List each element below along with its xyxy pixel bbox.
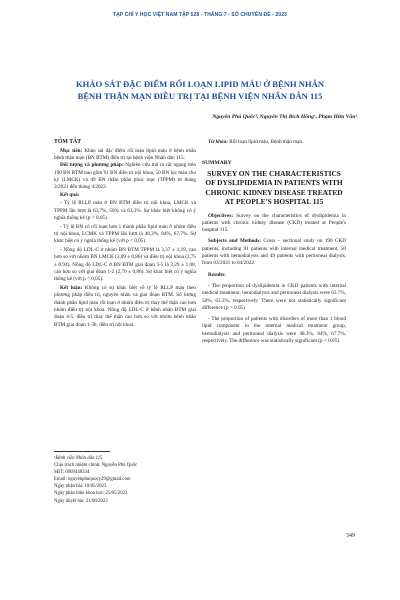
vi-abstract-heading: TÓM TẮT [54,139,82,145]
en-results-label-line [202,272,346,279]
vi-methods [54,162,196,191]
vi-methods-label: Đối tượng và phương pháp: [60,162,124,169]
en-result-1: - The proportion of dyslipidemia in CKD patients with internal medical treatment, hemodialysis and peritoneal dialysis were 63.7%, 50%, 63.3%, respectively. There were not statistically significant difference (p > 0.05). [202,282,346,311]
en-result-2: - The proportion of patients with disorders of more than 1 blood lipid component in the internal medical treatment group, hemodialysis and peritoneal dialysis were 48.3%, 84%, 67.7%, respectively. The difference was statistically significant (p < 0.05). [202,316,346,345]
vi-keywords-label: Từ khóa: [208,139,228,145]
vi-conclusion [54,285,196,329]
en-methods-text: Cross – sectional study on 190 CKD patients, including 91 patients with internal medical treatment, 50 patients with hemodialysis and 49 patients with peritoneal dialysis, from 03/2021 to 04/2022. [202,238,347,267]
vi-results-label: Kết quả: [60,191,80,198]
en-objectives-label: Objectives: [208,212,234,219]
vi-objective-text: Khảo sát đặc điểm rối loạn lipid máu ở bệnh nhân bệnh thận mạn (BN BTM) điều trị tại bệnh viện Nhân dân 115. [54,147,197,162]
en-objectives-text: Survey on the characteristics of dyslipidemia in patients with chronic kidney disease (CKD) treated at People's hospital 115. [202,212,346,234]
footnote-received: Ngày nhận bài: 10/05/2023 [54,484,107,490]
vi-methods-text: Nghiên cứu mô tả cắt ngang trên 190 BN BTM bao gồm 91 BN điều trị nội khoa, 50 BN lọc máu chu kỳ (LMCK) và 49 BN thẩm phân phúc mạc (TPPM) từ tháng 3/2021 đến tháng 4/2022. [54,162,197,191]
english-summary [202,139,346,349]
footnote-phone: SĐT: 0909448334 [54,470,90,476]
footnote-email: Email: nguyenphuquocy29@gmail.com [54,477,131,483]
footnote-affiliation: ¹Bệnh viện Nhân dân 115 [54,456,103,461]
en-methods-label: Subjects and Methods: [208,238,261,245]
authors: Nguyễn Phú Quốc¹, Nguyễn Thị Bích Hồng¹, Phạm Hữu Văn¹ [212,114,357,120]
en-objectives [202,213,346,235]
vi-objective [54,148,196,163]
journal-header: TẠP CHÍ Y HỌC VIỆT NAM TẬP 528 - THÁNG 7 - SỐ CHUYÊN ĐỀ - 2023 [113,12,287,18]
vi-result-2: - Tỷ lệ BN có rối loạn hơn 1 thành phần lipid máu ở nhóm điều trị nội khoa, LCMK và TPPM lần lượt là 48,3%, 84%, 67,7%. Sự khác biệt có ý nghĩa thống kê (với p < 0,05). [54,223,196,245]
footnote-reviewed: Ngày phản biện khoa học: 25/05/2023 [54,491,128,497]
vi-conclusion-label: Kết luận: [60,285,83,292]
vi-result-3: - Nồng độ LDL-C ở nhóm BN BTM TPPM là 3,37 ± 1,19, cao hơn so với nhóm BN LMCK (3,09 ± 0,86) và điều trị nội khoa (2,75 ± 0,94). Nồng độ LDL-C ở BN BTM giai đoạn 3-5 là 3,29 ± 1,08, cao hơn so với giai đoạn 1-2 (2,70 ± 0,86). Sự khác biệt có ý nghĩa thống kê (với p < 0,05). [54,247,196,283]
footnote-corresponding: Chịu trách nhiệm chính: Nguyễn Phú Quốc [54,463,138,469]
en-summary-heading: SUMMARY [202,160,232,167]
en-title: SURVEY ON THE CHARACTERISTICS OF DYSLIPIDEMIA IN PATIENTS WITH CHRONIC KIDNEY DISEASE TREATED AT PEOPLE'S HOSPITAL 115 [205,168,343,207]
footnote [54,451,196,505]
title-line-1: KHẢO SÁT ĐẶC ĐIỂM RỐI LOẠN LIPID MÁU Ở BỆNH NHÂN [75,79,325,89]
vi-result-1: - Tỷ lệ RLLP máu ở BN BTM điều trị nội khoa, LMCK và TPPM lần lượt là 63,7%, 50% và 63,3%. Sự khác biệt không có ý nghĩa thống kê (p > 0,05). [54,200,196,221]
en-methods [202,238,346,267]
vi-keywords [202,139,346,146]
footnote-divider [54,451,110,452]
footnote-accepted: Ngày duyệt bài: 21/06/2023 [54,498,108,504]
article-title [40,78,360,102]
vi-objective-label: Mục tiêu: [60,147,83,154]
vi-results-label-line [54,192,196,199]
page-number: 349 [346,533,355,539]
en-results-label: Results: [208,271,226,278]
title-line-2: BỆNH THẬN MẠN ĐIỀU TRỊ TẠI BỆNH VIỆN NHÂN DÂN 115 [77,91,323,101]
vi-conclusion-text: Không có sự khác biệt về tỷ lệ RLLP máu theo phương pháp điều trị, nguyên nhân và giai đoạn BTM. Số lượng thành phần lipid máu rối loạn ở nhóm điều trị thay thế thận cao hơn nhóm điều trị nội khoa. Nồng độ LDL-C ở bệnh nhân BTM giai đoạn 4-5, điều trị thay thế thận cao hơn so với nhóm bệnh nhân BTM giai đoạn 1-3b, điều trị nội khoa. [54,285,196,328]
vi-keywords-text: Rối loạn lipid máu, Bệnh thận mạn. [227,139,304,145]
vietnamese-abstract [54,139,196,329]
